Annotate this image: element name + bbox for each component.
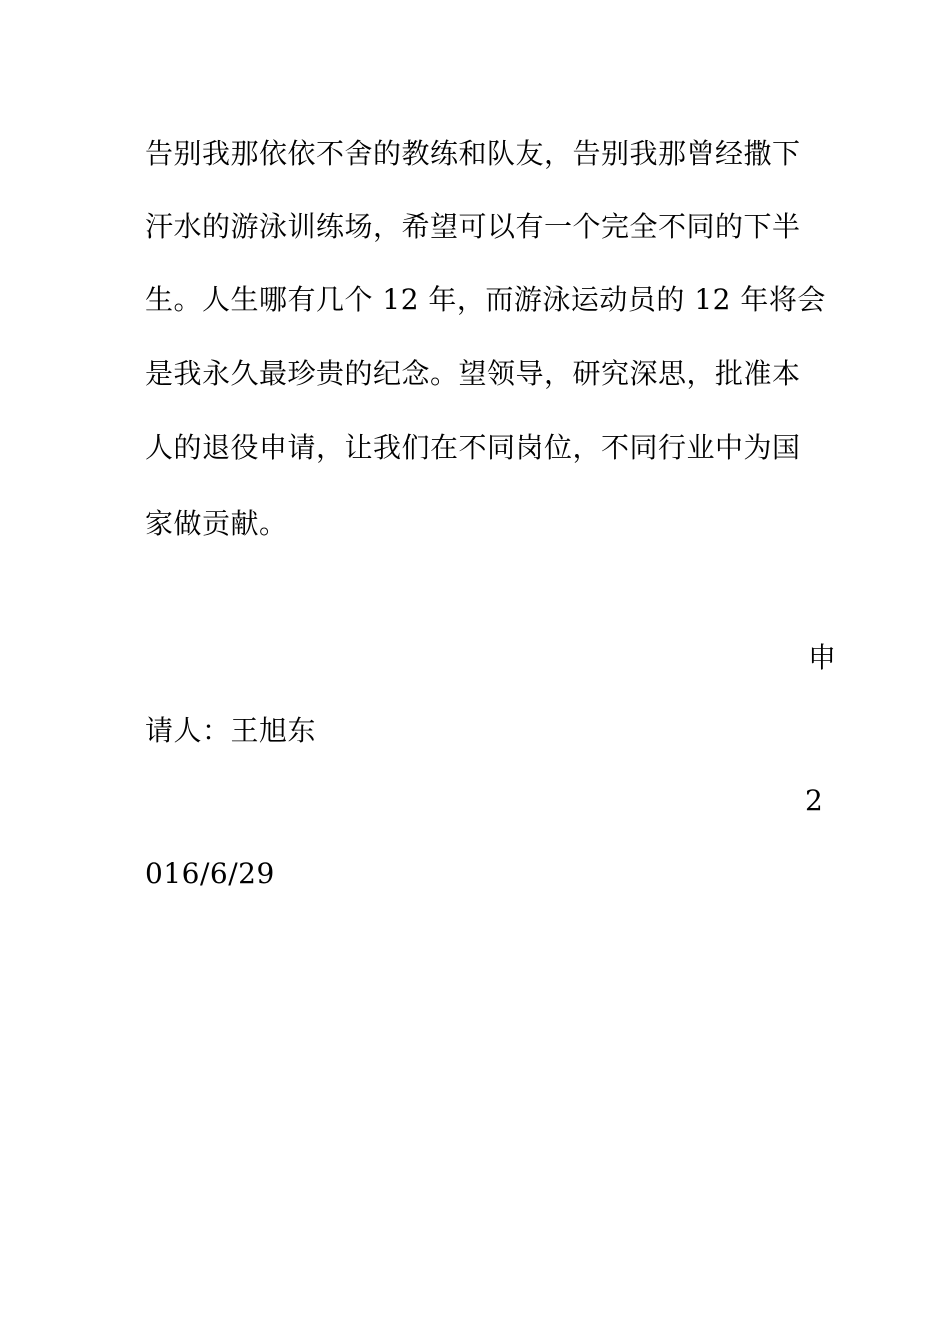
signature-label-start: 申: [808, 641, 837, 674]
body-line-6: 家做贡献。: [145, 507, 288, 540]
body-line-4: 是我永久最珍贵的纪念。望领导，研究深思，批准本: [145, 357, 801, 390]
body-line-2: 汗水的游泳训练场，希望可以有一个完全不同的下半: [145, 210, 801, 243]
body-line-3: 生。人生哪有几个 12 年，而游泳运动员的 12 年将会: [145, 283, 826, 316]
body-line-5: 人的退役申请，让我们在不同岗位，不同行业中为国: [145, 431, 801, 464]
body-line-1: 告别我那依依不舍的教练和队友，告别我那曾经撒下: [145, 137, 801, 170]
signature-label-rest: 请人：王旭东: [145, 714, 317, 747]
date-start: 2: [805, 784, 823, 817]
date-rest: 016/6/29: [145, 857, 275, 890]
